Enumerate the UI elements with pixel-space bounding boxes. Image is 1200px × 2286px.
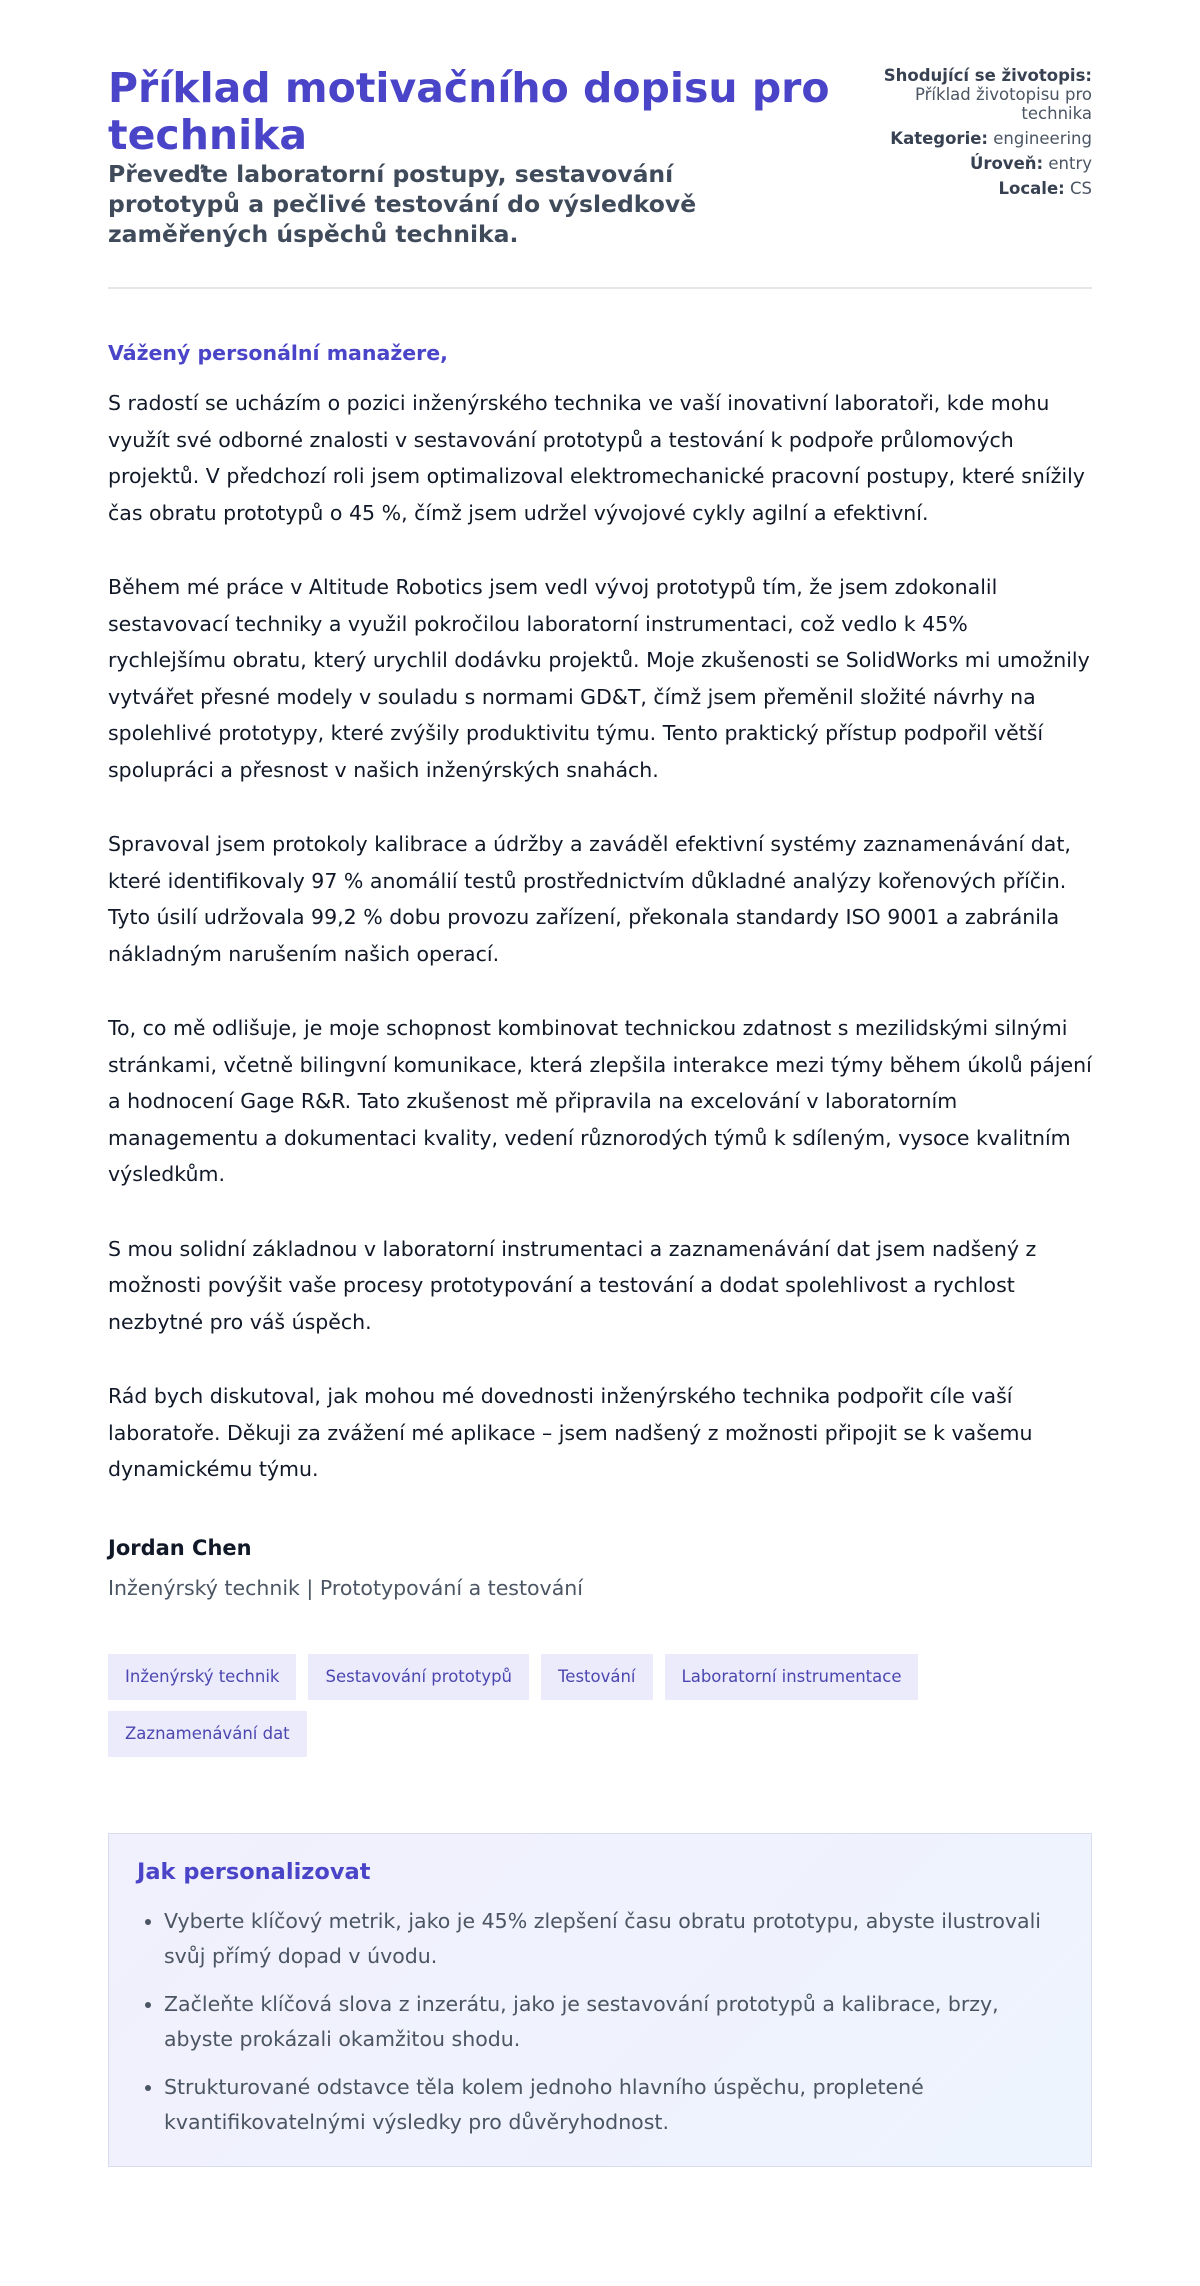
tip-item: • Strukturované odstavce těla kolem jednoho hlavního úspěchu, propletené kvantifikovatelnými výsledky pro důvěryhodnost. (164, 2070, 1063, 2140)
meta-matching-resume-value: Příklad životopisu pro technika (914, 85, 1092, 123)
meta-level-label: Úroveň: (969, 154, 1044, 173)
page-title: Příklad motivačního dopisu pro technika (108, 64, 830, 159)
signature-name: Jordan Chen (108, 1535, 252, 1560)
header-text (108, 60, 848, 249)
tag-chip: Laboratorní instrumentace (665, 1654, 919, 1700)
letter-paragraph: Rád bych diskutoval, jak mohou mé dovednosti inženýrského technika podpořit cíle vaší laboratoře. Děkuji za zvážení mé aplikace – jsem nadšený z možnosti připojit se k vašemu dynamickému týmu. (108, 1384, 1033, 1481)
header-divider (108, 287, 1092, 289)
meta-category (882, 129, 1092, 148)
meta-locale (882, 179, 1092, 198)
meta-category-label: Kategorie: (890, 129, 989, 148)
tag-chip: Zaznamenávání dat (108, 1711, 307, 1757)
meta-matching-resume-label: Shodující se životopis: (883, 66, 1092, 85)
letter-paragraph: S mou solidní základnou v laboratorní instrumentaci a zaznamenávání dat jsem nadšený z možnosti povýšit vaše procesy prototypování a testování a dodat spolehlivost a rychlost nezbytné pro váš úspěch. (108, 1236, 1037, 1334)
keyword-tags (108, 1654, 1028, 1757)
meta-locale-value: CS (1070, 179, 1092, 198)
tag-chip: Sestavování prototypů (308, 1654, 529, 1700)
personalization-tips-box (108, 1833, 1092, 2167)
tip-item: • Vyberte klíčový metrik, jako je 45% zlepšení času obratu prototypu, abyste ilustrovali svůj přímý dopad v úvodu. (164, 1904, 1063, 1974)
letter-paragraph: Spravoval jsem protokoly kalibrace a údržby a zaváděl efektivní systémy zaznamenávání dat, které identifikovaly 97 % anomálií testů prostřednictvím důkladné analýzy kořenových příčin. Tyto úsilí udržovala 99,2 % dobu provozu zařízení, překonala standardy ISO 9001 a zabránila nákladným narušením našich operací. (108, 832, 1071, 966)
metadata-panel (882, 66, 1092, 204)
tips-list (137, 1904, 1063, 2140)
tips-title: Jak personalizovat (137, 1858, 371, 1885)
meta-level-value: entry (1048, 154, 1092, 173)
meta-level (882, 154, 1092, 173)
page-subtitle: Převeďte laboratorní postupy, sestavování prototypů a pečlivé testování do výsledkově zaměřených úspěchů technika. (108, 160, 697, 248)
letter-greeting: Vážený personální manažere, (108, 341, 448, 365)
letter-paragraph: Během mé práce v Altitude Robotics jsem vedl vývoj prototypů tím, že jsem zdokonalil sestavovací techniky a využil pokročilou laboratorní instrumentaci, což vedlo k 45% rychlejšímu obratu, který urychlil dodávku projektů. Moje zkušenosti se SolidWorks mi umožnily vytvářet přesné modely v souladu s normami GD&T, čímž jsem přeměnil složité návrhy na spolehlivé prototypy, které zvýšily produktivitu týmu. Tento praktický přístup podpořil větší spolupráci a přesnost v našich inženýrských snahách. (108, 575, 1090, 782)
tip-item: • Začleňte klíčová slova z inzerátu, jako je sestavování prototypů a kalibrace, brzy, abyste prokázali okamžitou shodu. (164, 1987, 1063, 2057)
tag-chip: Inženýrský technik (108, 1654, 296, 1700)
page-header (108, 60, 1092, 249)
letter-body (108, 385, 1092, 1488)
meta-locale-label: Locale: (998, 179, 1065, 198)
tag-chip: Testování (541, 1654, 653, 1700)
meta-matching-resume (882, 66, 1092, 123)
signature-role: Inženýrský technik | Prototypování a testování (108, 1575, 583, 1600)
letter-paragraph: S radostí se ucházím o pozici inženýrského technika ve vaší inovativní laboratoři, kde mohu využít své odborné znalosti v sestavování prototypů a testování k podpoře průlomových projektů. V předchozí roli jsem optimalizoval elektromechanické pracovní postupy, které snížily čas obratu prototypů o 45 %, čímž jsem udržel vývojové cykly agilní a efektivní. (108, 391, 1085, 525)
letter-paragraph: To, co mě odlišuje, je moje schopnost kombinovat technickou zdatnost s mezilidskými silnými stránkami, včetně bilingvní komunikace, která zlepšila interakce mezi týmy během úkolů pájení a hodnocení Gage R&R. Tato zkušenost mě připravila na excelování v laboratorním managementu a dokumentaci kvality, vedení různorodých týmů k sdíleným, vysoce kvalitním výsledkům. (108, 1016, 1092, 1186)
meta-category-value: engineering (993, 129, 1092, 148)
signature-block (108, 1534, 1092, 1602)
